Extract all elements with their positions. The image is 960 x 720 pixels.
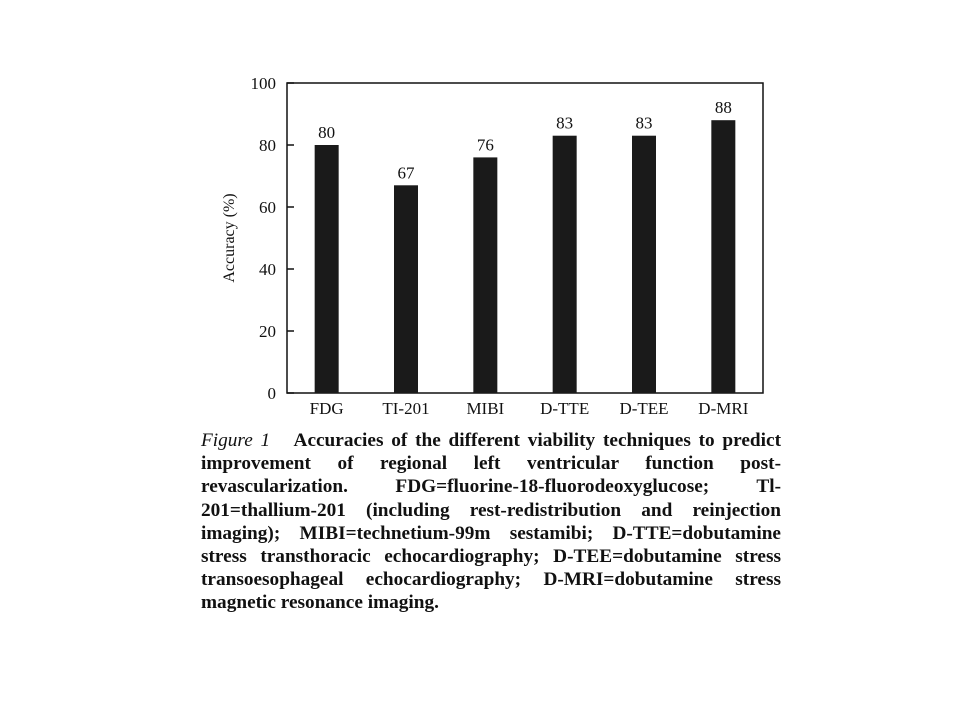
- data-labels-group: [318, 98, 732, 182]
- x-tick-label: D-MRI: [698, 399, 749, 418]
- x-tick-label: MIBI: [466, 399, 505, 418]
- x-tick-label: D-TTE: [540, 399, 590, 418]
- bar-d-tte: [553, 136, 577, 393]
- y-tick-label: 60: [259, 198, 276, 217]
- bar-d-mri: [711, 120, 735, 393]
- x-tick-label: TI-201: [382, 399, 430, 418]
- bar-mibi: [473, 157, 497, 393]
- y-tick-label: 0: [267, 384, 276, 403]
- x-tick-label: D-TEE: [619, 399, 669, 418]
- y-tick-label: 100: [250, 74, 276, 93]
- data-label: 83: [635, 113, 653, 133]
- data-label: 83: [556, 113, 574, 133]
- caption-text: Accuracies of the different viability techniques to predict improvement of regional left ventricular function post-revascularization. FDG=fluorine-18-fluorodeoxyglucose; Tl-201=thallium-201 (including rest-redistribution and reinjection imaging); MIBI=technetium-99m sestamibi; D-TTE=dobutamine stress transthoracic echocardiography; D-TEE=dobutamine stress transoesophageal echocardiography; D-MRI=dobutamine stress magnetic resonance imaging.: [201, 430, 781, 614]
- bar-ti-201: [394, 185, 418, 393]
- y-tick-label: 80: [259, 136, 276, 155]
- y-tick-label: 40: [259, 260, 276, 279]
- plot-frame: [287, 83, 763, 393]
- x-tick-label: FDG: [309, 399, 344, 418]
- y-tick-label: 20: [259, 322, 276, 341]
- y-axis-title: Accuracy (%): [221, 193, 238, 283]
- data-label: 80: [318, 123, 336, 142]
- figure-caption: [201, 429, 781, 615]
- data-label: 67: [397, 163, 415, 183]
- bars-group: [315, 120, 736, 393]
- figure-label: Figure 1: [201, 430, 271, 451]
- x-axis-labels: [310, 399, 749, 418]
- data-label: 88: [714, 98, 732, 118]
- data-label: 76: [476, 135, 494, 155]
- bar-fdg: [315, 145, 339, 393]
- bar-d-tee: [632, 136, 656, 393]
